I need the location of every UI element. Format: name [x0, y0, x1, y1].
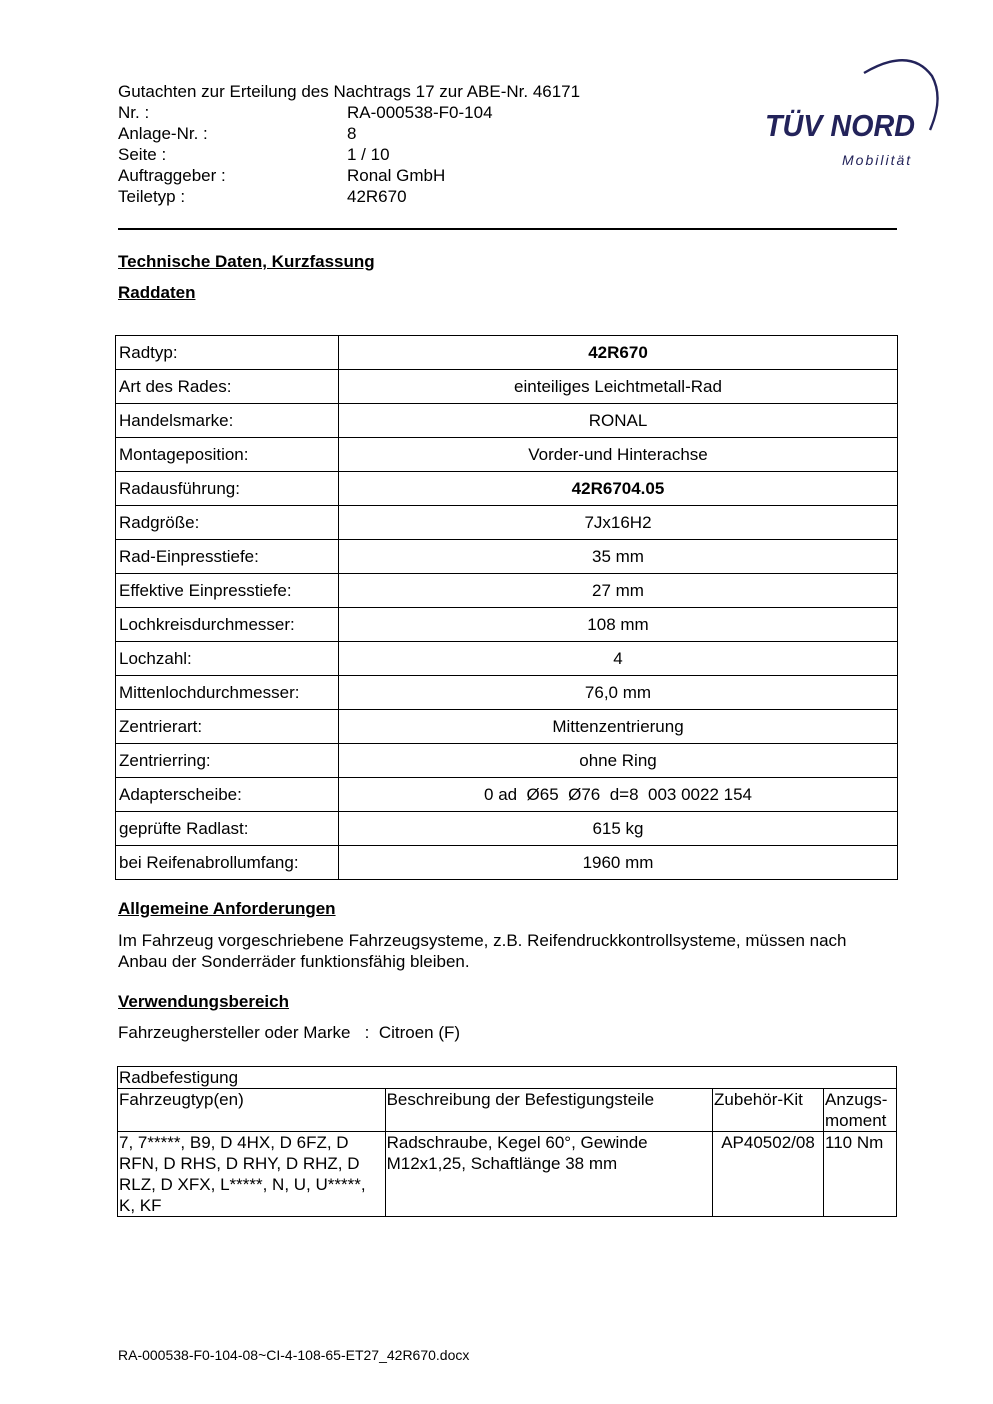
table-row: [116, 540, 898, 574]
row-value: 35 mm: [339, 540, 898, 574]
header-field-nr: [118, 102, 493, 123]
header-divider: [118, 228, 897, 230]
row-label: Art des Rades:: [116, 370, 339, 404]
logo-subtitle: Mobilität: [842, 152, 913, 168]
table-row: [116, 608, 898, 642]
table-header-row: [118, 1089, 897, 1132]
allgemeine-heading: Allgemeine Anforderungen: [118, 899, 336, 918]
row-label: Lochkreisdurchmesser:: [116, 608, 339, 642]
allgemeine-text: Im Fahrzeug vorgeschriebene Fahrzeugsysteme, z.B. Reifendruckkontrollsysteme, müssen nach Anbau der Sonderräder funktionsfähig bleiben.: [118, 931, 847, 971]
header-field-label: Auftraggeber :: [118, 166, 226, 185]
raddaten-table: [115, 335, 898, 880]
row-value: 76,0 mm: [339, 676, 898, 710]
row-value: 4: [339, 642, 898, 676]
table-row: [116, 370, 898, 404]
table-row: [116, 846, 898, 880]
row-value: 0 ad Ø65 Ø76 d=8 003 0022 154: [339, 778, 898, 812]
table-row: [116, 812, 898, 846]
table-row: [118, 1132, 897, 1217]
verwendung-value: Citroen (F): [378, 1023, 461, 1042]
header-field-label: Teiletyp :: [118, 187, 186, 206]
header-field-value: 1 / 10: [347, 145, 390, 164]
header-field-label: Seite :: [118, 145, 167, 164]
row-value: 42R670: [339, 336, 898, 370]
tuev-nord-logo: [760, 58, 950, 173]
row-value: 615 kg: [339, 812, 898, 846]
table-row: [116, 438, 898, 472]
row-label: Rad-Einpresstiefe:: [116, 540, 339, 574]
row-label: Montageposition:: [116, 438, 339, 472]
table-row: [116, 642, 898, 676]
row-label: bei Reifenabrollumfang:: [116, 846, 339, 880]
header-field-seite: [118, 144, 493, 165]
column-header: Fahrzeugtyp(en): [118, 1089, 386, 1132]
fastening-description-cell: Radschraube, Kegel 60°, Gewinde M12x1,25, Schaftlänge 38 mm: [385, 1132, 712, 1217]
table-row: [116, 336, 898, 370]
row-value: 1960 mm: [339, 846, 898, 880]
row-value: 7Jx16H2: [339, 506, 898, 540]
table-row: [116, 472, 898, 506]
row-value: Vorder-und Hinterachse: [339, 438, 898, 472]
header-field-teiletyp: [118, 186, 493, 207]
torque-cell: 110 Nm: [824, 1132, 897, 1217]
row-value: einteiliges Leichtmetall-Rad: [339, 370, 898, 404]
row-value: Mittenzentrierung: [339, 710, 898, 744]
row-value: 42R6704.05: [339, 472, 898, 506]
header-fields: [118, 102, 493, 207]
row-value: RONAL: [339, 404, 898, 438]
row-value: 108 mm: [339, 608, 898, 642]
table-row: [116, 778, 898, 812]
accessory-kit-cell: AP40502/08: [713, 1132, 824, 1217]
header-field-value: 42R670: [347, 187, 407, 206]
verwendung-separator: :: [364, 1023, 370, 1042]
verwendung-label: Fahrzeughersteller oder Marke: [118, 1023, 351, 1042]
row-label: Lochzahl:: [116, 642, 339, 676]
document-title: Gutachten zur Erteilung des Nachtrags 17 zur ABE-Nr. 46171: [118, 82, 581, 101]
logo-brand-text: TÜV NORD: [765, 108, 915, 143]
header-field-value: Ronal GmbH: [347, 166, 446, 185]
column-header: Zubehör-Kit: [713, 1089, 824, 1132]
table-caption: Radbefestigung: [118, 1067, 897, 1089]
row-label: Radausführung:: [116, 472, 339, 506]
row-label: Mittenlochdurchmesser:: [116, 676, 339, 710]
header-field-label: Nr. :: [118, 103, 150, 122]
row-label: Zentrierring:: [116, 744, 339, 778]
row-label: Zentrierart:: [116, 710, 339, 744]
table-row: [116, 744, 898, 778]
tuev-nord-logo-graphic: [760, 58, 950, 148]
header-field-value: 8: [347, 124, 357, 143]
vehicle-types-cell: 7, 7*****, B9, D 4HX, D 6FZ, D RFN, D RHS, D RHY, D RHZ, D RLZ, D XFX, L*****, N, U, U*****, K, KF: [118, 1132, 386, 1217]
verwendung-line: [118, 1023, 460, 1043]
table-row: [116, 506, 898, 540]
column-header: Anzugs-moment: [824, 1089, 897, 1132]
table-row: [116, 676, 898, 710]
row-label: geprüfte Radlast:: [116, 812, 339, 846]
section-title: Technische Daten, Kurzfassung: [118, 252, 375, 271]
header-field-label: Anlage-Nr. :: [118, 124, 208, 143]
row-value: ohne Ring: [339, 744, 898, 778]
row-label: Handelsmarke:: [116, 404, 339, 438]
table-row: [116, 710, 898, 744]
row-label: Radtyp:: [116, 336, 339, 370]
radbefestigung-table: [117, 1066, 897, 1217]
header-field-anlage: [118, 123, 493, 144]
row-label: Adapterscheibe:: [116, 778, 339, 812]
table-row: [116, 404, 898, 438]
header-field-auftraggeber: [118, 165, 493, 186]
footer-filename: RA-000538-F0-104-08~CI-4-108-65-ET27_42R670.docx: [118, 1347, 470, 1363]
verwendung-heading: Verwendungsbereich: [118, 992, 289, 1011]
header-field-value: RA-000538-F0-104: [347, 103, 493, 122]
table-caption-row: [118, 1067, 897, 1089]
raddaten-heading: Raddaten: [118, 283, 196, 302]
column-header: Beschreibung der Befestigungsteile: [385, 1089, 712, 1132]
row-label: Effektive Einpresstiefe:: [116, 574, 339, 608]
row-label: Radgröße:: [116, 506, 339, 540]
table-row: [116, 574, 898, 608]
row-value: 27 mm: [339, 574, 898, 608]
